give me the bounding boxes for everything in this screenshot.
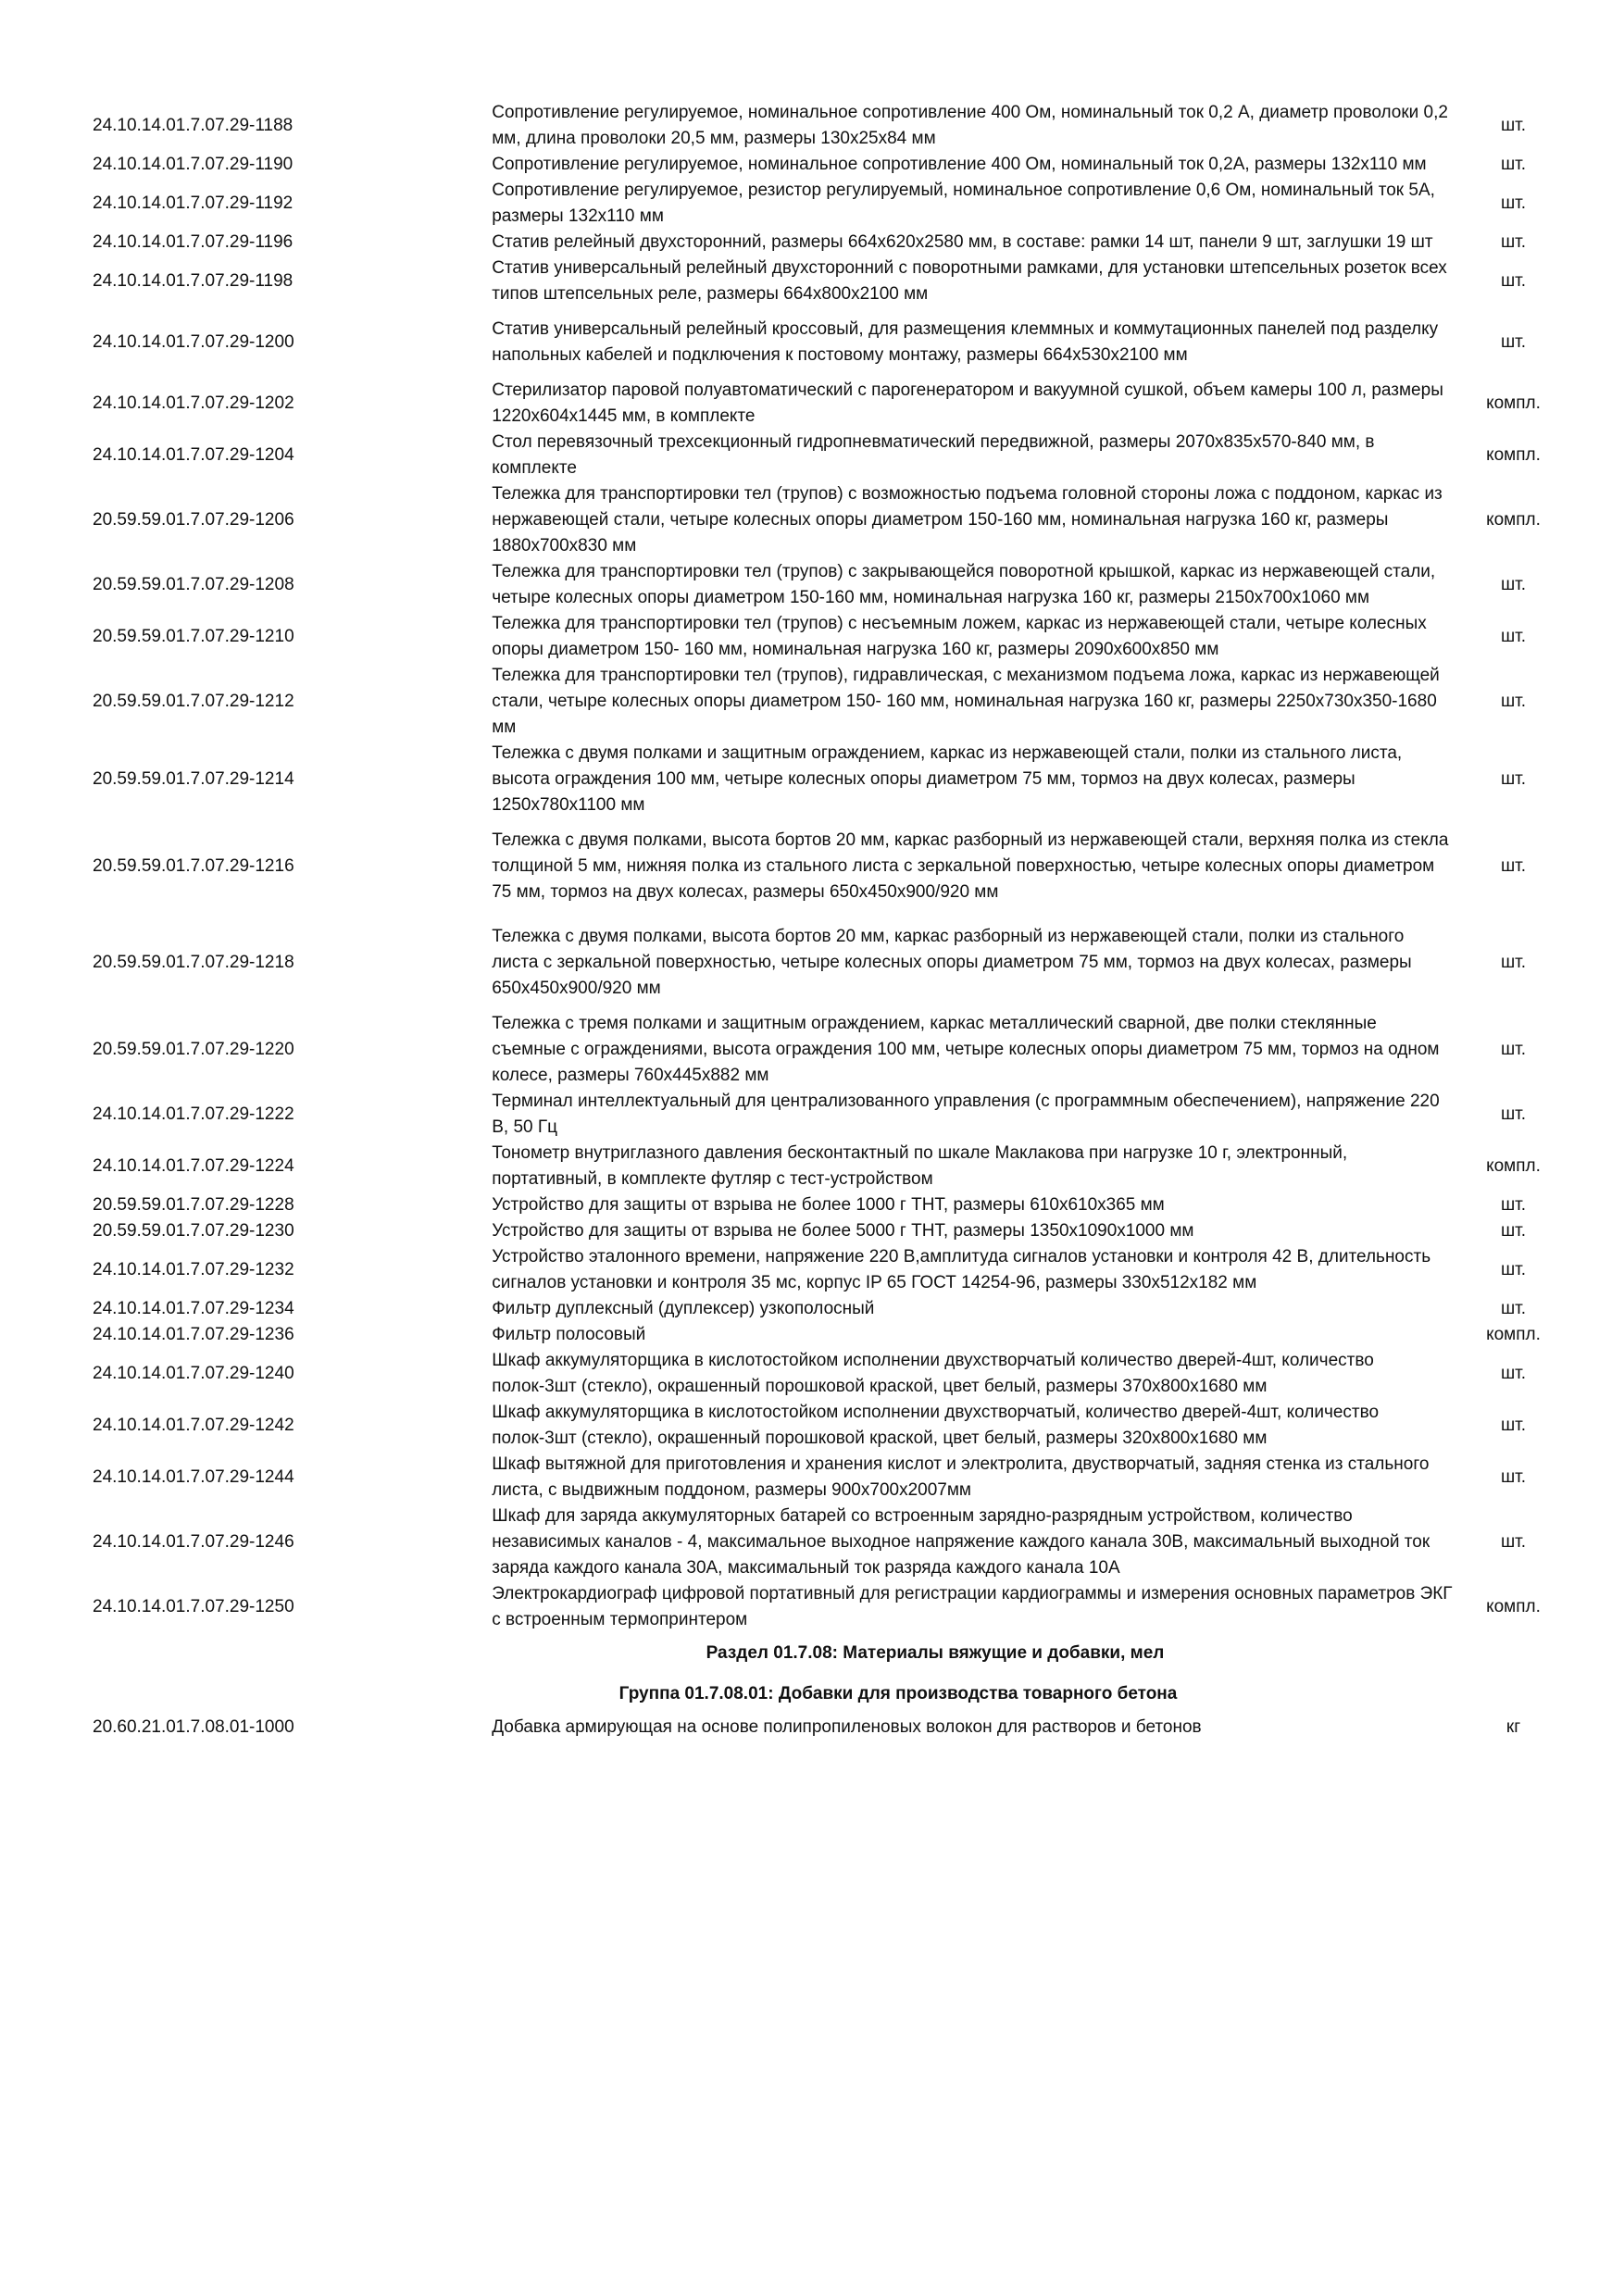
item-description: Добавка армирующая на основе полипропиленовых волокон для растворов и бетонов xyxy=(492,1717,1202,1737)
item-code: 20.59.59.01.7.07.29-1218 xyxy=(93,953,294,972)
item-code: 20.59.59.01.7.07.29-1216 xyxy=(93,856,294,876)
table-row xyxy=(93,1581,1574,1633)
item-code: 20.59.59.01.7.07.29-1212 xyxy=(93,692,294,711)
item-unit: шт. xyxy=(1500,1040,1527,1059)
item-unit: компл. xyxy=(1486,393,1541,413)
table-row xyxy=(93,152,1574,178)
table-row xyxy=(93,1322,1574,1348)
item-unit: шт. xyxy=(1500,575,1527,594)
section-block xyxy=(93,1633,1574,1741)
item-description: Тележка для транспортировки тел (трупов) с закрывающейся поворотной крышкой, каркас из нержавеющей стали, четыре колесных опоры диаметром 150-160 мм, номинальная нагрузка 160 кг, размеры 2150x700x1060 мм xyxy=(492,562,1436,607)
item-code: 24.10.14.01.7.07.29-1192 xyxy=(93,193,294,213)
item-unit: шт. xyxy=(1500,1221,1527,1241)
table-row xyxy=(93,1089,1574,1141)
item-code: 24.10.14.01.7.07.29-1232 xyxy=(93,1260,294,1279)
item-code: 24.10.14.01.7.07.29-1200 xyxy=(93,332,294,352)
item-description: Статив универсальный релейный кроссовый, для размещения клеммных и коммутационных панелей под разделку напольных кабелей и подключения к постовому монтажу, размеры 664x530x2100 мм xyxy=(492,319,1439,365)
item-unit: шт. xyxy=(1500,155,1527,174)
table-row xyxy=(93,741,1574,818)
item-unit: шт. xyxy=(1500,769,1527,789)
item-unit: шт. xyxy=(1500,1260,1527,1279)
item-description: Статив релейный двухсторонний, размеры 664x620x2580 мм, в составе: рамки 14 шт, панели 9 шт, заглушки 19 шт xyxy=(492,232,1433,252)
item-description: Сопротивление регулируемое, номинальное сопротивление 400 Ом, номинальный ток 0,2 А, диаметр проволоки 0,2 мм, длина проволоки 20,5 мм, размеры 130x25x84 мм xyxy=(492,103,1448,148)
item-unit: кг xyxy=(1505,1717,1521,1737)
item-description: Стол перевязочный трехсекционный гидропневматический передвижной, размеры 2070x835x570-840 мм, в комплекте xyxy=(492,432,1375,478)
item-code: 24.10.14.01.7.07.29-1244 xyxy=(93,1467,294,1487)
item-code: 20.59.59.01.7.07.29-1220 xyxy=(93,1040,294,1059)
item-code: 24.10.14.01.7.07.29-1202 xyxy=(93,393,294,413)
item-description: Шкаф аккумуляторщика в кислотостойком исполнении двухстворчатый, количество дверей-4шт, количество полок-3шт (стекло), окрашенный порошковой краской, цвет белый, размеры 320x800x1680 мм xyxy=(492,1403,1380,1448)
item-code: 20.59.59.01.7.07.29-1230 xyxy=(93,1221,294,1241)
item-unit: шт. xyxy=(1500,332,1527,352)
item-code: 24.10.14.01.7.07.29-1236 xyxy=(93,1325,294,1344)
item-description: Терминал интеллектуальный для централизованного управления (с программным обеспечением), напряжение 220 В, 50 Гц xyxy=(492,1092,1440,1137)
item-unit: компл. xyxy=(1486,1597,1541,1616)
item-code: 24.10.14.01.7.07.29-1190 xyxy=(93,155,294,174)
item-code: 24.10.14.01.7.07.29-1198 xyxy=(93,271,294,291)
item-description: Тонометр внутриглазного давления бесконтактный по шкале Маклакова при нагрузке 10 г, электронный, портативный, в комплекте футляр с тест-устройством xyxy=(492,1143,1348,1189)
item-description: Устройство для защиты от взрыва не более 5000 г ТНТ, размеры 1350x1090x1000 мм xyxy=(492,1221,1194,1241)
table-row xyxy=(93,611,1574,663)
section-heading-row xyxy=(93,1633,1574,1674)
table-row xyxy=(93,481,1574,559)
item-description: Фильтр дуплексный (дуплексер) узкополосный xyxy=(492,1299,875,1318)
item-unit: шт. xyxy=(1500,692,1527,711)
item-description: Сопротивление регулируемое, резистор регулируемый, номинальное сопротивление 0,6 Ом, номинальный ток 5А, размеры 132x110 мм xyxy=(492,181,1435,226)
item-description: Устройство эталонного времени, напряжение 220 В,амплитуда сигналов установки и контроля 42 В, длительность сигналов установки и контроля 35 мс, корпус IP 65 ГОСТ 14254-96, размеры 330x512x182 мм xyxy=(492,1247,1431,1292)
item-code: 24.10.14.01.7.07.29-1242 xyxy=(93,1416,294,1435)
table-row xyxy=(93,818,1574,915)
table-row xyxy=(93,1244,1574,1296)
item-unit: шт. xyxy=(1500,953,1527,972)
item-code: 20.59.59.01.7.07.29-1206 xyxy=(93,510,294,530)
item-unit: шт. xyxy=(1500,116,1527,135)
item-code: 20.59.59.01.7.07.29-1228 xyxy=(93,1195,294,1215)
item-unit: шт. xyxy=(1500,1532,1527,1552)
item-code: 24.10.14.01.7.07.29-1224 xyxy=(93,1156,294,1176)
item-description: Тележка для транспортировки тел (трупов) с несъемным ложем, каркас из нержавеющей стали, четыре колесных опоры диаметром 150- 160 мм, номинальная нагрузка 160 кг, размеры 2090x600x850 мм xyxy=(492,614,1427,659)
materials-table-body xyxy=(93,100,1574,1633)
item-code: 20.59.59.01.7.07.29-1210 xyxy=(93,627,294,646)
item-description: Шкаф аккумуляторщика в кислотостойком исполнении двухстворчатый количество дверей-4шт, количество полок-3шт (стекло), окрашенный порошковой краской, цвет белый, размеры 370x800x1680 мм xyxy=(492,1351,1374,1396)
group-heading: Группа 01.7.08.01: Добавки для производства товарного бетона xyxy=(618,1684,1178,1703)
table-row xyxy=(93,1296,1574,1322)
table-row xyxy=(93,256,1574,307)
group-heading-row xyxy=(93,1674,1574,1715)
table-row xyxy=(93,430,1574,481)
table-row xyxy=(93,1504,1574,1581)
table-row xyxy=(93,1400,1574,1452)
item-code: 24.10.14.01.7.07.29-1246 xyxy=(93,1532,294,1552)
table-row xyxy=(93,1715,1574,1741)
item-description: Электрокардиограф цифровой портативный для регистрации кардиограммы и измерения основных параметров ЭКГ с встроенным термопринтером xyxy=(492,1584,1453,1629)
item-unit: шт. xyxy=(1500,1364,1527,1383)
item-description: Сопротивление регулируемое, номинальное сопротивление 400 Ом, номинальный ток 0,2А, размеры 132x110 мм xyxy=(492,155,1427,174)
item-code: 24.10.14.01.7.07.29-1240 xyxy=(93,1364,294,1383)
item-description: Тележка с тремя полками и защитным ограждением, каркас металлический сварной, две полки стеклянные съемные с ограждениями, высота ограждения 100 мм, четыре колесных опоры диаметром 75 мм, тормоз на одном колесе, размеры 760x445x882 мм xyxy=(492,1014,1440,1085)
table-row xyxy=(93,100,1574,152)
item-unit: шт. xyxy=(1500,1104,1527,1124)
item-code: 20.60.21.01.7.08.01-1000 xyxy=(93,1717,294,1737)
item-unit: компл. xyxy=(1486,510,1541,530)
item-description: Шкаф вытяжной для приготовления и хранения кислот и электролита, двустворчатый, задняя стенка из стального листа, с выдвижным поддоном, размеры 900x700x2007мм xyxy=(492,1454,1430,1500)
table-row xyxy=(93,230,1574,256)
item-code: 20.59.59.01.7.07.29-1208 xyxy=(93,575,294,594)
table-row xyxy=(93,178,1574,230)
item-unit: шт. xyxy=(1500,1299,1527,1318)
item-code: 24.10.14.01.7.07.29-1188 xyxy=(93,116,294,135)
item-description: Тележка с двумя полками и защитным ограждением, каркас из нержавеющей стали, полки из стального листа, высота ограждения 100 мм, четыре колесных опоры диаметром 75 мм, тормоз на двух колесах, размеры 1250x780x1100 мм xyxy=(492,743,1403,815)
table-row xyxy=(93,1452,1574,1504)
item-unit: компл. xyxy=(1486,1156,1541,1176)
item-unit: компл. xyxy=(1486,1325,1541,1344)
item-description: Устройство для защиты от взрыва не более 1000 г ТНТ, размеры 610x610x365 мм xyxy=(492,1195,1165,1215)
item-unit: шт. xyxy=(1500,232,1527,252)
item-description: Тележка с двумя полками, высота бортов 20 мм, каркас разборный из нержавеющей стали, полки из стального листа с зеркальной поверхностью, четыре колесных опоры диаметром 75 мм, тормоз на двух колесах, размеры 650x450x900/920 мм xyxy=(492,927,1412,998)
table-row xyxy=(93,1348,1574,1400)
item-unit: шт. xyxy=(1500,1416,1527,1435)
item-unit: шт. xyxy=(1500,856,1527,876)
table-row xyxy=(93,1011,1574,1089)
table-row xyxy=(93,663,1574,741)
table-row xyxy=(93,378,1574,430)
item-description: Фильтр полосовый xyxy=(492,1325,646,1344)
item-description: Шкаф для заряда аккумуляторных батарей со встроенным зарядно-разрядным устройством, количество независимых каналов - 4, максимальное выходное напряжение каждого канала 30В, максимальный выходной ток заряда каждого канала 30А, максимальный ток разряда каждого канала 10А xyxy=(492,1506,1430,1578)
item-unit: шт. xyxy=(1500,1467,1527,1487)
item-code: 20.59.59.01.7.07.29-1214 xyxy=(93,769,294,789)
item-description: Статив универсальный релейный двухсторонний с поворотными рамками, для установки штепсельных розеток всех типов штепсельных реле, размеры 664x800x2100 мм xyxy=(492,258,1447,304)
item-code: 24.10.14.01.7.07.29-1222 xyxy=(93,1104,294,1124)
item-unit: шт. xyxy=(1500,627,1527,646)
item-code: 24.10.14.01.7.07.29-1204 xyxy=(93,445,294,465)
table-row xyxy=(93,1192,1574,1218)
table-row xyxy=(93,1218,1574,1244)
item-code: 24.10.14.01.7.07.29-1250 xyxy=(93,1597,294,1616)
item-unit: шт. xyxy=(1500,1195,1527,1215)
item-unit: шт. xyxy=(1500,271,1527,291)
table-row xyxy=(93,307,1574,378)
item-description: Тележка с двумя полками, высота бортов 20 мм, каркас разборный из нержавеющей стали, верхняя полка из стекла толщиной 5 мм, нижняя полка из стального листа с зеркальной поверхностью, четыре колесных опоры диаметром 75 мм, тормоз на двух колесах, размеры 650x450x900/920 мм xyxy=(492,830,1449,902)
item-description: Тележка для транспортировки тел (трупов) с возможностью подъема головной стороны ложа с поддоном, каркас из нержавеющей стали, четыре колесных опоры диаметром 150-160 мм, номинальная нагрузка 160 кг, размеры 1880x700x830 мм xyxy=(492,484,1443,555)
item-code: 24.10.14.01.7.07.29-1234 xyxy=(93,1299,294,1318)
table-row xyxy=(93,915,1574,1011)
item-unit: шт. xyxy=(1500,193,1527,213)
table-row xyxy=(93,559,1574,611)
materials-table xyxy=(93,100,1574,1741)
item-description: Тележка для транспортировки тел (трупов), гидравлическая, с механизмом подъема ложа, каркас из нержавеющей стали, четыре колесных опоры диаметром 150- 160 мм, номинальная нагрузка 160 кг, размеры 2250x730x350-1680 мм xyxy=(492,666,1440,737)
item-description: Стерилизатор паровой полуавтоматический с парогенератором и вакуумной сушкой, объем камеры 100 л, размеры 1220x604x1445 мм, в комплекте xyxy=(492,381,1443,426)
table-row xyxy=(93,1141,1574,1192)
item-code: 24.10.14.01.7.07.29-1196 xyxy=(93,232,294,252)
item-unit: компл. xyxy=(1486,445,1541,465)
section-heading: Раздел 01.7.08: Материалы вяжущие и добавки, мел xyxy=(706,1643,1165,1663)
